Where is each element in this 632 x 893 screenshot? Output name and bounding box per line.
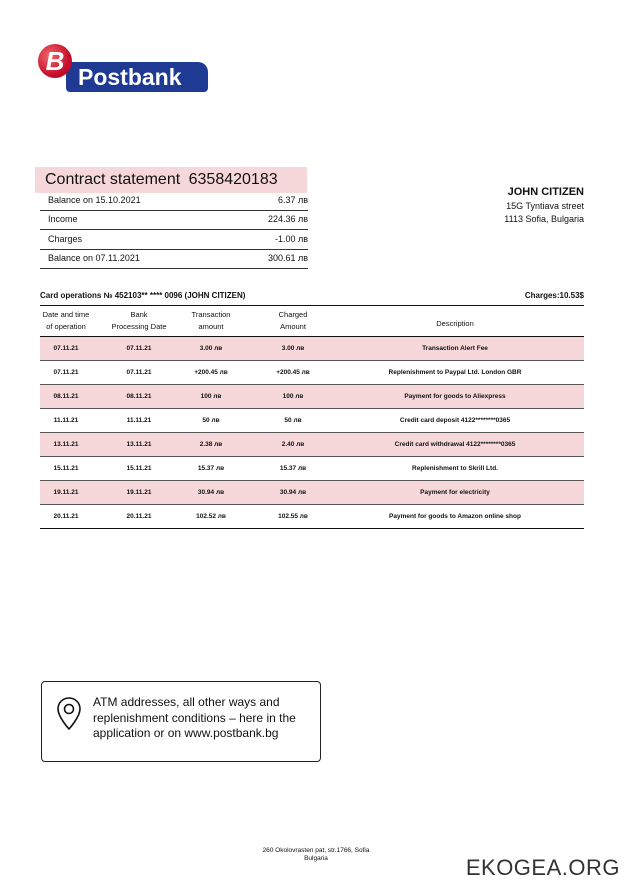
info-box — [41, 681, 321, 762]
cell-description: Transaction Alert Fee — [422, 345, 488, 352]
cell-date: 13.11.21 — [53, 441, 79, 448]
brand-logo-wordmark: Postbank — [66, 62, 208, 92]
table-row — [40, 409, 584, 433]
header-date-line1: Date and time — [42, 310, 90, 319]
cell-charged-amount: 30.94 лв — [279, 489, 307, 496]
info-text: ATM addresses, all other ways and replenishment conditions – here in the application or on www.postbank.bg — [93, 695, 296, 740]
table-row — [40, 385, 584, 409]
cell-transaction-amount: 2.38 лв — [199, 441, 223, 448]
income-row — [40, 210, 308, 230]
header-charged-line2: Amount — [280, 322, 306, 331]
footer-address: 260 Okolovrasten pat, str.1766, Sofia — [262, 847, 370, 854]
cell-date: 20.11.21 — [53, 513, 79, 520]
cell-date: 19.11.21 — [53, 489, 79, 496]
transactions-table — [40, 305, 584, 529]
cell-description: Replenishment to Paypal Ltd. London GBR — [388, 369, 522, 376]
header-trans-line1: Transaction — [191, 310, 231, 319]
closing-balance-label: Balance on 07.11.2021 — [48, 253, 140, 263]
cell-charged-amount: 100 лв — [282, 393, 304, 400]
balance-row — [40, 191, 308, 211]
closing-balance-row — [40, 249, 308, 269]
cell-transaction-amount: 3.00 лв — [199, 345, 223, 352]
cell-transaction-amount: 100 лв — [200, 393, 222, 400]
header-processing-date — [102, 309, 176, 333]
cell-processing-date: 20.11.21 — [126, 513, 152, 520]
cell-date: 07.11.21 — [53, 345, 79, 352]
card-charges-total: Charges:10.53$ — [524, 291, 584, 300]
cell-description: Payment for goods to Aliexpress — [404, 393, 506, 400]
watermark-text: EKOGEA.ORG — [465, 855, 620, 880]
cell-description: Credit card deposit 4122********0365 — [399, 417, 511, 424]
cell-charged-amount: 2.40 лв — [281, 441, 305, 448]
cell-charged-amount: 3.00 лв — [281, 345, 305, 352]
cell-date: 15.11.21 — [53, 465, 79, 472]
cell-description: Payment for electricity — [420, 489, 490, 496]
brand-logo-icon: B — [38, 44, 72, 78]
table-row — [40, 481, 584, 505]
cell-processing-date: 07.11.21 — [126, 345, 152, 352]
customer-city: 1113 Sofia, Bulgaria — [504, 214, 584, 224]
table-row — [40, 457, 584, 481]
table-row — [40, 337, 584, 361]
contract-title-label: Contract statement — [45, 171, 181, 188]
cell-charged-amount: +200.45 лв — [276, 369, 310, 376]
cell-processing-date: 15.11.21 — [126, 465, 152, 472]
header-description: Description — [436, 319, 474, 328]
header-transaction-amount — [178, 309, 244, 333]
table-row — [40, 505, 584, 529]
cell-description: Replenishment to Skrill Ltd. — [412, 465, 498, 472]
table-header — [40, 306, 584, 337]
header-charged-amount — [260, 309, 326, 333]
closing-balance-value: 300.61 лв — [267, 253, 308, 263]
cell-processing-date: 07.11.21 — [126, 369, 152, 376]
header-bank-line1: Bank — [130, 310, 148, 319]
balance-label: Balance on 15.10.2021 — [48, 195, 141, 205]
map-pin-icon — [56, 696, 82, 732]
customer-name: JOHN CITIZEN — [507, 186, 584, 198]
header-date-line2: of operation — [46, 322, 86, 331]
cell-processing-date: 08.11.21 — [126, 393, 152, 400]
contract-statement-title — [35, 167, 307, 193]
cell-date: 07.11.21 — [53, 369, 79, 376]
income-label: Income — [48, 214, 78, 224]
charges-value: -1.00 лв — [274, 234, 308, 244]
cell-date: 11.11.21 — [53, 417, 79, 424]
contract-number: 6358420183 — [188, 171, 278, 188]
footer-country: Bulgaria — [304, 855, 328, 862]
cell-transaction-amount: 102.52 лв — [196, 513, 226, 520]
cell-date: 08.11.21 — [53, 393, 79, 400]
cell-transaction-amount: 30.94 лв — [197, 489, 225, 496]
table-row — [40, 433, 584, 457]
header-bank-line2: Processing Date — [111, 322, 167, 331]
cell-transaction-amount: 50 лв — [202, 417, 220, 424]
cell-description: Payment for goods to Amazon online shop — [389, 513, 521, 520]
table-row — [40, 361, 584, 385]
cell-charged-amount: 15.37 лв — [279, 465, 307, 472]
cell-charged-amount: 50 лв — [284, 417, 302, 424]
charges-row — [40, 230, 308, 250]
cell-processing-date: 19.11.21 — [126, 489, 152, 496]
balance-value: 6.37 лв — [277, 195, 308, 205]
cell-processing-date: 13.11.21 — [126, 441, 152, 448]
header-charged-line1: Charged — [278, 310, 308, 319]
customer-street: 15G Tyntiava street — [506, 201, 584, 211]
cell-charged-amount: 102.55 лв — [278, 513, 308, 520]
cell-transaction-amount: 15.37 лв — [197, 465, 225, 472]
cell-description: Credit card withdrawal 4122********0365 — [394, 441, 516, 448]
charges-label: Charges — [48, 234, 83, 244]
cell-transaction-amount: +200.45 лв — [194, 369, 228, 376]
income-value: 224.36 лв — [267, 214, 308, 224]
cell-processing-date: 11.11.21 — [126, 417, 152, 424]
card-operations-label: Card operations № 452103** **** 0096 (JOHN CITIZEN) — [40, 291, 246, 300]
header-trans-line2: amount — [198, 322, 224, 331]
header-date — [40, 309, 92, 333]
